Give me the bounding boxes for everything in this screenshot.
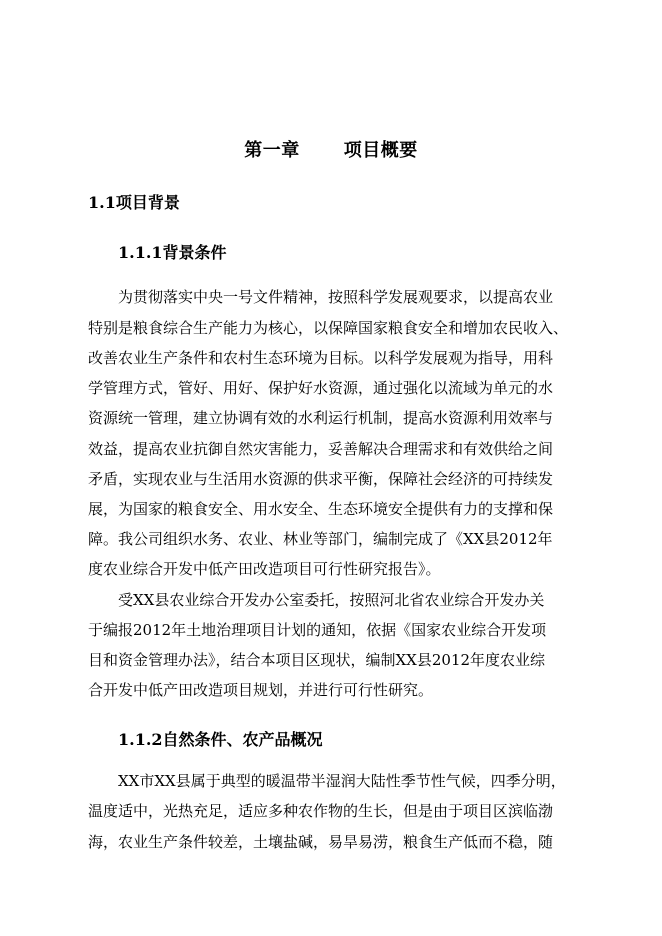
paragraph-line: 障。我公司组织水务、农业、林业等部门，编制完成了《XX县2012年 xyxy=(88,530,553,548)
section-heading: 1.1项目背景 xyxy=(88,193,180,212)
paragraph-line: 温度适中，光热充足，适应多种农作物的生长，但是由于项目区滨临渤 xyxy=(88,802,554,820)
paragraph-line: 特别是粮食综合生产能力为核心，以保障国家粮食安全和增加农民收入、 xyxy=(88,319,569,337)
paragraph-line: XX市XX县属于典型的暖温带半湿润大陆性季节性气候，四季分明， xyxy=(118,772,566,790)
paragraph-line: 海，农业生产条件较差，土壤盐碱，易旱易涝，粮食生产低而不稳，随 xyxy=(88,833,554,851)
paragraph-line: 为贯彻落实中央一号文件精神，按照科学发展观要求，以提高农业 xyxy=(118,288,554,306)
paragraph-line: 展，为国家的粮食安全、用水安全、生态环境安全提供有力的支撑和保 xyxy=(88,500,554,518)
paragraph-line: 矛盾，实现农业与生活用水资源的供求平衡，保障社会经济的可持续发 xyxy=(88,470,554,488)
subsection-heading-background: 1.1.1背景条件 xyxy=(118,243,227,262)
chapter-title xyxy=(0,136,662,162)
chapter-name: 项目概要 xyxy=(343,140,418,161)
subsection-heading-natural-conditions: 1.1.2自然条件、农产品概况 xyxy=(118,730,323,749)
paragraph-line: 于编报2012年土地治理项目计划的通知，依据《国家农业综合开发项 xyxy=(88,621,547,639)
paragraph-line: 学管理方式，管好、用好、保护好水资源，通过强化以流域为单元的水 xyxy=(88,379,554,397)
paragraph-line: 目和资金管理办法》，结合本项目区现状，编制XX县2012年度农业综 xyxy=(88,651,546,669)
paragraph-line: 改善农业生产条件和农村生态环境为目标。以科学发展观为指导，用科 xyxy=(88,349,554,367)
paragraph-line: 度农业综合开发中低产田改造项目可行性研究报告》。 xyxy=(88,560,441,578)
paragraph-line: 资源统一管理，建立协调有效的水利运行机制，提高水资源利用效率与 xyxy=(88,409,554,427)
chapter-number: 第一章 xyxy=(244,140,300,161)
paragraph-line: 合开发中低产田改造项目规划，并进行可行性研究。 xyxy=(88,681,434,699)
paragraph-line: 效益，提高农业抗御自然灾害能力，妥善解决合理需求和有效供给之间 xyxy=(88,440,554,458)
paragraph-line: 受XX县农业综合开发办公室委托，按照河北省农业综合开发办关 xyxy=(118,591,545,609)
